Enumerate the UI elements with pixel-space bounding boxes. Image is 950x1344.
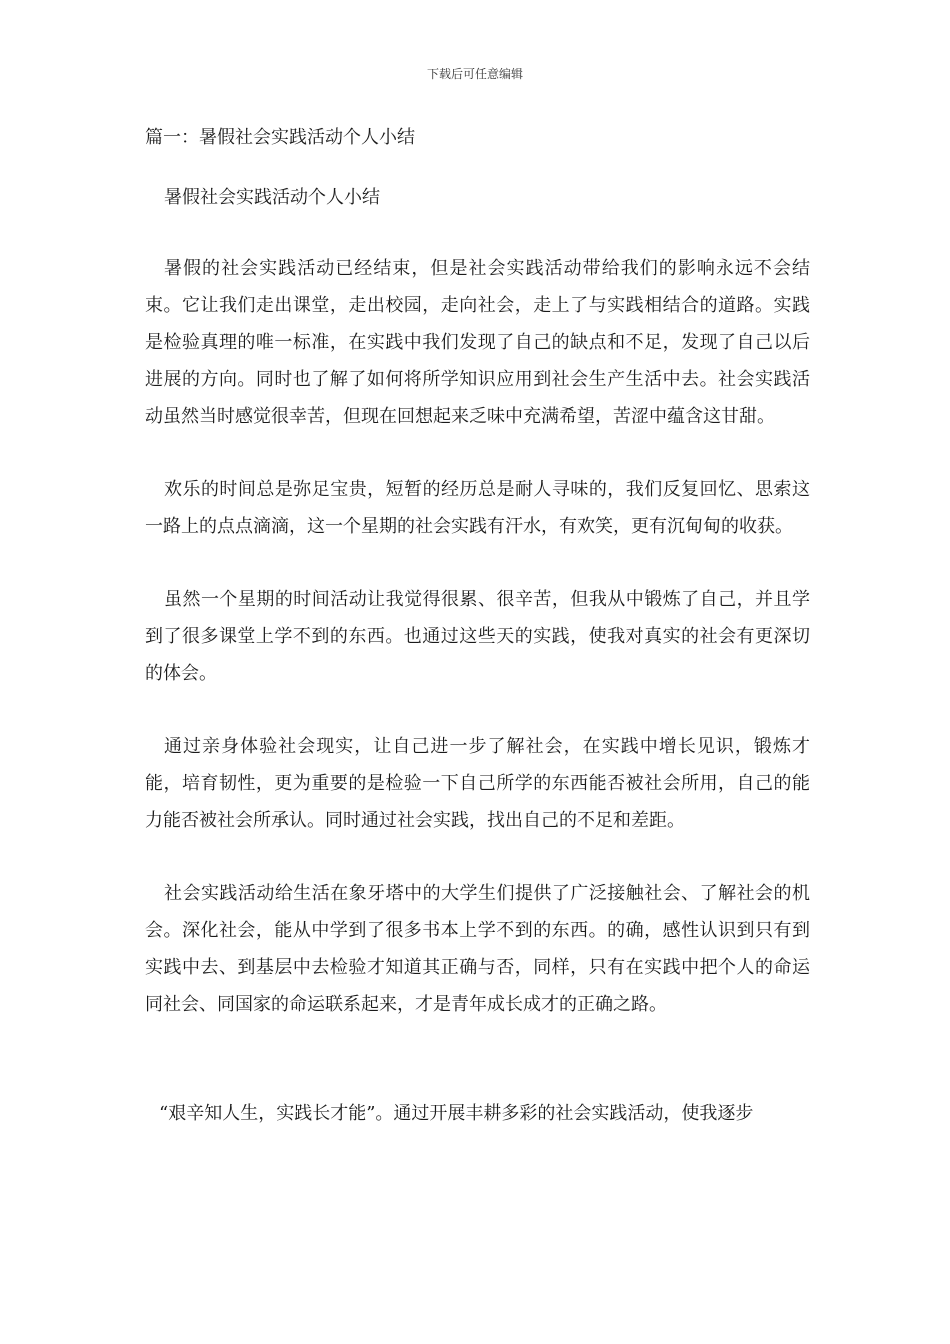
paragraph-3: 虽然一个星期的时间活动让我觉得很累、很辛苦，但我从中锻炼了自己，并且学到了很多课堂上学不到的东西。也通过这些天的实践，使我对真实的社会有更深切的体会。 [145, 589, 810, 684]
document-title: 篇一：暑假社会实践活动个人小结 [145, 127, 415, 148]
paragraph-6: “艰辛知人生，实践长才能”。通过开展丰耕多彩的社会实践活动，使我逐步 [159, 1103, 754, 1124]
document-body [145, 124, 810, 1132]
document-subtitle: 暑假社会实践活动个人小结 [164, 187, 380, 208]
header-note: 下载后可任意编辑 [426, 67, 523, 81]
paragraph-1: 暑假的社会实践活动已经结束，但是社会实践活动带给我们的影响永远不会结束。它让我们走出课堂，走出校园，走向社会，走上了与实践相结合的道路。实践是检验真理的唯一标准，在实践中我们发现了自己的缺点和不足，发现了自己以后进展的方向。同时也了解了如何将所学知识应用到社会生产生活中去。社会实践活动虽然当时感觉很幸苦，但现在回想起来乏味中充满希望，苦涩中蕴含这甘甜。 [145, 258, 810, 427]
paragraph-2: 欢乐的时间总是弥足宝贵，短暂的经历总是耐人寻味的，我们反复回忆、思索这一路上的点点滴滴，这一个星期的社会实践有汗水，有欢笑，更有沉甸甸的收获。 [145, 479, 810, 537]
paragraph-5: 社会实践活动给生活在象牙塔中的大学生们提供了广泛接触社会、了解社会的机会。深化社会，能从中学到了很多书本上学不到的东西。的确，感性认识到只有到实践中去、到基层中去检验才知道其正确与否，同样，只有在实践中把个人的命运同社会、同国家的命运联系起来，才是青年成长成才的正确之路。 [145, 883, 810, 1015]
paragraph-4: 通过亲身体验社会现实，让自己进一步了解社会，在实践中增长见识，锻炼才能，培育韧性，更为重要的是检验一下自己所学的东西能否被社会所用，自己的能力能否被社会所承认。同时通过社会实践，找出自己的不足和差距。 [145, 736, 810, 831]
